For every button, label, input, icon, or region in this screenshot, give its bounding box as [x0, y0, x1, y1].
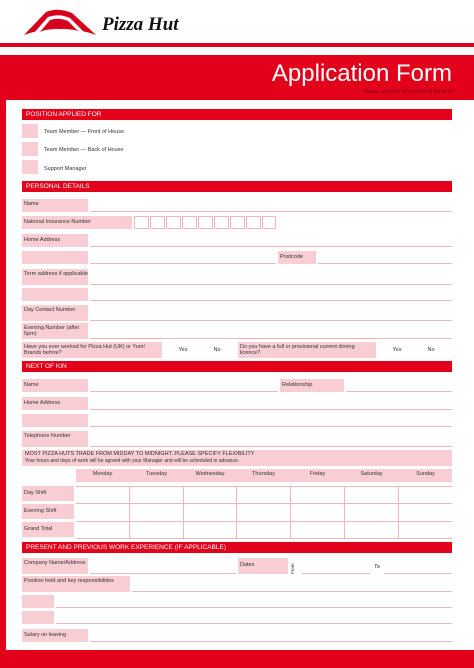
- ni-boxes[interactable]: [134, 216, 276, 229]
- position-option-2: Team Member — Back of House: [44, 147, 124, 153]
- name-label: Name: [22, 199, 88, 212]
- salary-label: Salary on leaving: [22, 629, 88, 642]
- day-monday: Monday: [92, 471, 113, 477]
- logo-text: Pizza Hut: [102, 14, 179, 35]
- postcode-field[interactable]: [318, 251, 452, 264]
- term-address-field-2[interactable]: [90, 288, 452, 301]
- home-address-spacer: [22, 251, 88, 264]
- day-tuesday: Tuesday: [146, 471, 167, 477]
- availability-heading: MOST PIZZA HUTS TRADE FROM MIDDAY TO MIDNIGHT. PLEASE SPECIFY FLEXIBILITY: [25, 451, 255, 457]
- title-band: [0, 55, 474, 100]
- evening-label: Evening Number (after 5pm): [22, 323, 88, 339]
- kin-telephone-field[interactable]: [90, 431, 452, 447]
- term-address-spacer: [22, 288, 88, 301]
- position-held-spacer-2: [22, 611, 54, 624]
- day-contact-label: Day Contact Number: [22, 305, 88, 321]
- availability-heading-box: [22, 450, 452, 466]
- availability-note: Your hours and days of work will be agreed with your Manager and will be scheduled in advance.: [25, 458, 240, 464]
- kin-address-label: Home Address: [22, 397, 88, 410]
- pizza-hut-roof-icon: [22, 8, 98, 38]
- page-title: Application Form: [271, 60, 452, 87]
- day-sunday: Sunday: [416, 471, 435, 477]
- home-address-field-1[interactable]: [90, 234, 452, 247]
- logo: [22, 8, 212, 40]
- day-friday: Friday: [309, 471, 326, 477]
- relationship-label: Relationship: [280, 379, 344, 392]
- position-held-spacer-1: [22, 595, 54, 608]
- day-shift-label: Day Shift: [22, 486, 74, 501]
- header-rule: [0, 43, 474, 47]
- salary-field[interactable]: [90, 629, 452, 642]
- section-personal-heading: PERSONAL DETAILS: [22, 181, 452, 192]
- worked-before-question: Have you ever worked for Pizza Hut (UK) or Yum! Brands before?: [22, 342, 162, 358]
- kin-address-spacer: [22, 414, 88, 427]
- grand-total-label: Grand Total: [22, 522, 74, 537]
- position-option-1: Team Member — Front of House: [44, 129, 125, 135]
- left-border: [0, 100, 6, 668]
- day-thursday: Thursday: [252, 471, 275, 477]
- position-checkbox-1[interactable]: [22, 124, 38, 138]
- home-address-label: Home Address: [22, 234, 88, 247]
- position-option-3: Support Manager: [44, 166, 87, 172]
- position-checkbox-2[interactable]: [22, 142, 38, 156]
- position-checkbox-3[interactable]: [22, 160, 38, 174]
- company-field[interactable]: [90, 558, 236, 574]
- postcode-label: Postcode: [278, 251, 316, 264]
- evening-field[interactable]: [90, 323, 452, 339]
- kin-address-field-2[interactable]: [90, 414, 452, 427]
- licence-no-option[interactable]: No: [427, 347, 435, 353]
- availability-grid[interactable]: [76, 486, 452, 538]
- position-held-label: Position held and key responsibilities: [22, 576, 130, 592]
- day-contact-field[interactable]: [90, 305, 452, 321]
- kin-address-field-1[interactable]: [90, 397, 452, 410]
- kin-name-label: Name: [22, 379, 88, 392]
- footer-band: [0, 650, 474, 668]
- term-address-label: Term address if applicable: [22, 269, 88, 285]
- position-held-field-2[interactable]: [56, 595, 452, 608]
- section-position-heading: POSITION APPLIED FOR: [22, 109, 452, 120]
- page-subtitle: Please complete all sections of the form: [363, 89, 452, 95]
- section-experience-heading: PRESENT AND PREVIOUS WORK EXPERIENCE (IF APPLICABLE): [22, 542, 452, 553]
- licence-question: Do you have a full or provisional current driving licence?: [238, 342, 376, 358]
- relationship-field[interactable]: [346, 379, 452, 392]
- worked-yes-option[interactable]: Yes: [178, 347, 188, 353]
- kin-name-field[interactable]: [90, 379, 278, 392]
- dates-label: Dates: [238, 558, 288, 574]
- dates-from-field[interactable]: [302, 558, 370, 574]
- term-address-field-1[interactable]: [90, 269, 452, 285]
- name-field[interactable]: [90, 199, 452, 212]
- worked-no-option[interactable]: No: [213, 347, 221, 353]
- licence-yes-option[interactable]: Yes: [392, 347, 402, 353]
- day-header-row: [76, 469, 452, 482]
- company-label: Company Name/Address: [22, 558, 88, 574]
- dates-to-field[interactable]: [384, 558, 452, 574]
- home-address-field-2[interactable]: [90, 251, 276, 264]
- section-kin-heading: NEXT OF KIN: [22, 361, 452, 372]
- day-wednesday: Wednesday: [195, 471, 225, 477]
- position-held-field-1[interactable]: [132, 576, 452, 592]
- ni-label: National Insurance Number: [22, 216, 132, 229]
- position-held-field-3[interactable]: [56, 611, 452, 624]
- dates-to-label: To: [374, 564, 380, 570]
- kin-telephone-label: Telephone Number: [22, 431, 88, 447]
- evening-shift-label: Evening Shift: [22, 504, 74, 519]
- dates-from-label: From: [290, 563, 295, 574]
- day-saturday: Saturday: [360, 471, 383, 477]
